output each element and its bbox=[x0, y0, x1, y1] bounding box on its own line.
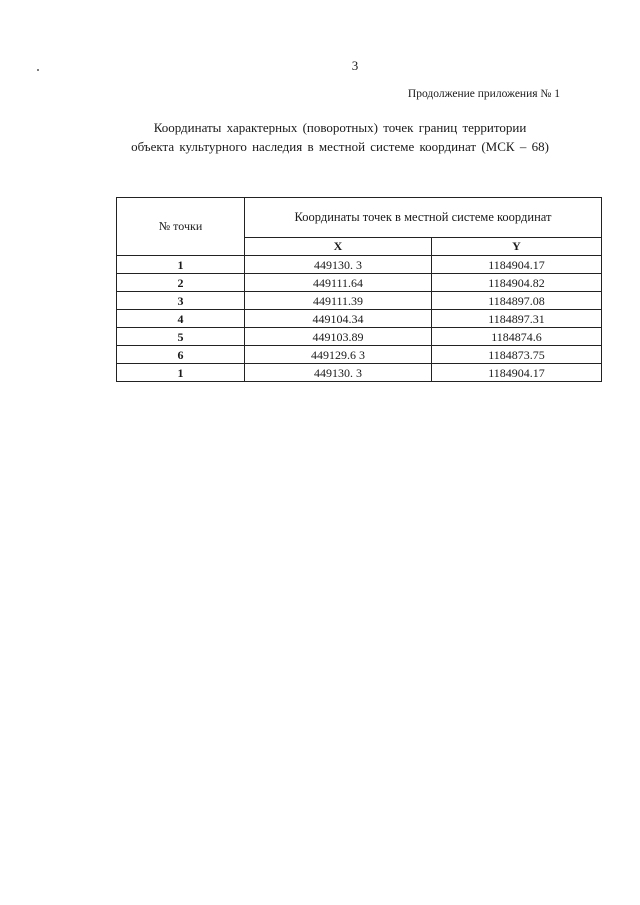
cell-point: 1 bbox=[117, 364, 245, 382]
table-row bbox=[117, 364, 602, 382]
cell-point: 1 bbox=[117, 256, 245, 274]
cell-x: 449111.64 bbox=[245, 274, 432, 292]
document-title bbox=[0, 118, 640, 156]
cell-point: 5 bbox=[117, 328, 245, 346]
table-row bbox=[117, 328, 602, 346]
appendix-note: Продолжение приложения № 1 bbox=[407, 88, 560, 100]
table-row bbox=[117, 310, 602, 328]
cell-point: 6 bbox=[117, 346, 245, 364]
document-title-line-1: Координаты характерных (поворотных) точек границ территории bbox=[153, 120, 527, 135]
table-row bbox=[117, 256, 602, 274]
cell-x: 449103.89 bbox=[245, 328, 432, 346]
cell-x: 449129.6 3 bbox=[245, 346, 432, 364]
column-header-coordinates: Координаты точек в местной системе координат bbox=[245, 198, 602, 238]
cell-y: 1184904.17 bbox=[432, 256, 602, 274]
table-row bbox=[117, 346, 602, 364]
column-header-point: № точки bbox=[117, 198, 245, 256]
cell-y: 1184897.31 bbox=[432, 310, 602, 328]
cell-x: 449104.34 bbox=[245, 310, 432, 328]
column-header-y: Y bbox=[432, 237, 602, 255]
cell-x: 449130. 3 bbox=[245, 256, 432, 274]
cell-y: 1184897.08 bbox=[432, 292, 602, 310]
cell-y: 1184874.6 bbox=[432, 328, 602, 346]
column-header-x: X bbox=[245, 237, 432, 255]
table-row bbox=[117, 292, 602, 310]
cell-x: 449111.39 bbox=[245, 292, 432, 310]
cell-y: 1184904.82 bbox=[432, 274, 602, 292]
cell-point: 3 bbox=[117, 292, 245, 310]
table-row bbox=[117, 274, 602, 292]
page-number: 3 bbox=[351, 58, 359, 73]
cell-point: 4 bbox=[117, 310, 245, 328]
coordinates-table bbox=[116, 197, 602, 382]
cell-y: 1184904.17 bbox=[432, 364, 602, 382]
cell-y: 1184873.75 bbox=[432, 346, 602, 364]
document-title-line-2: объекта культурного наследия в местной системе координат (МСК – 68) bbox=[131, 139, 549, 154]
cell-x: 449130. 3 bbox=[245, 364, 432, 382]
cell-point: 2 bbox=[117, 274, 245, 292]
